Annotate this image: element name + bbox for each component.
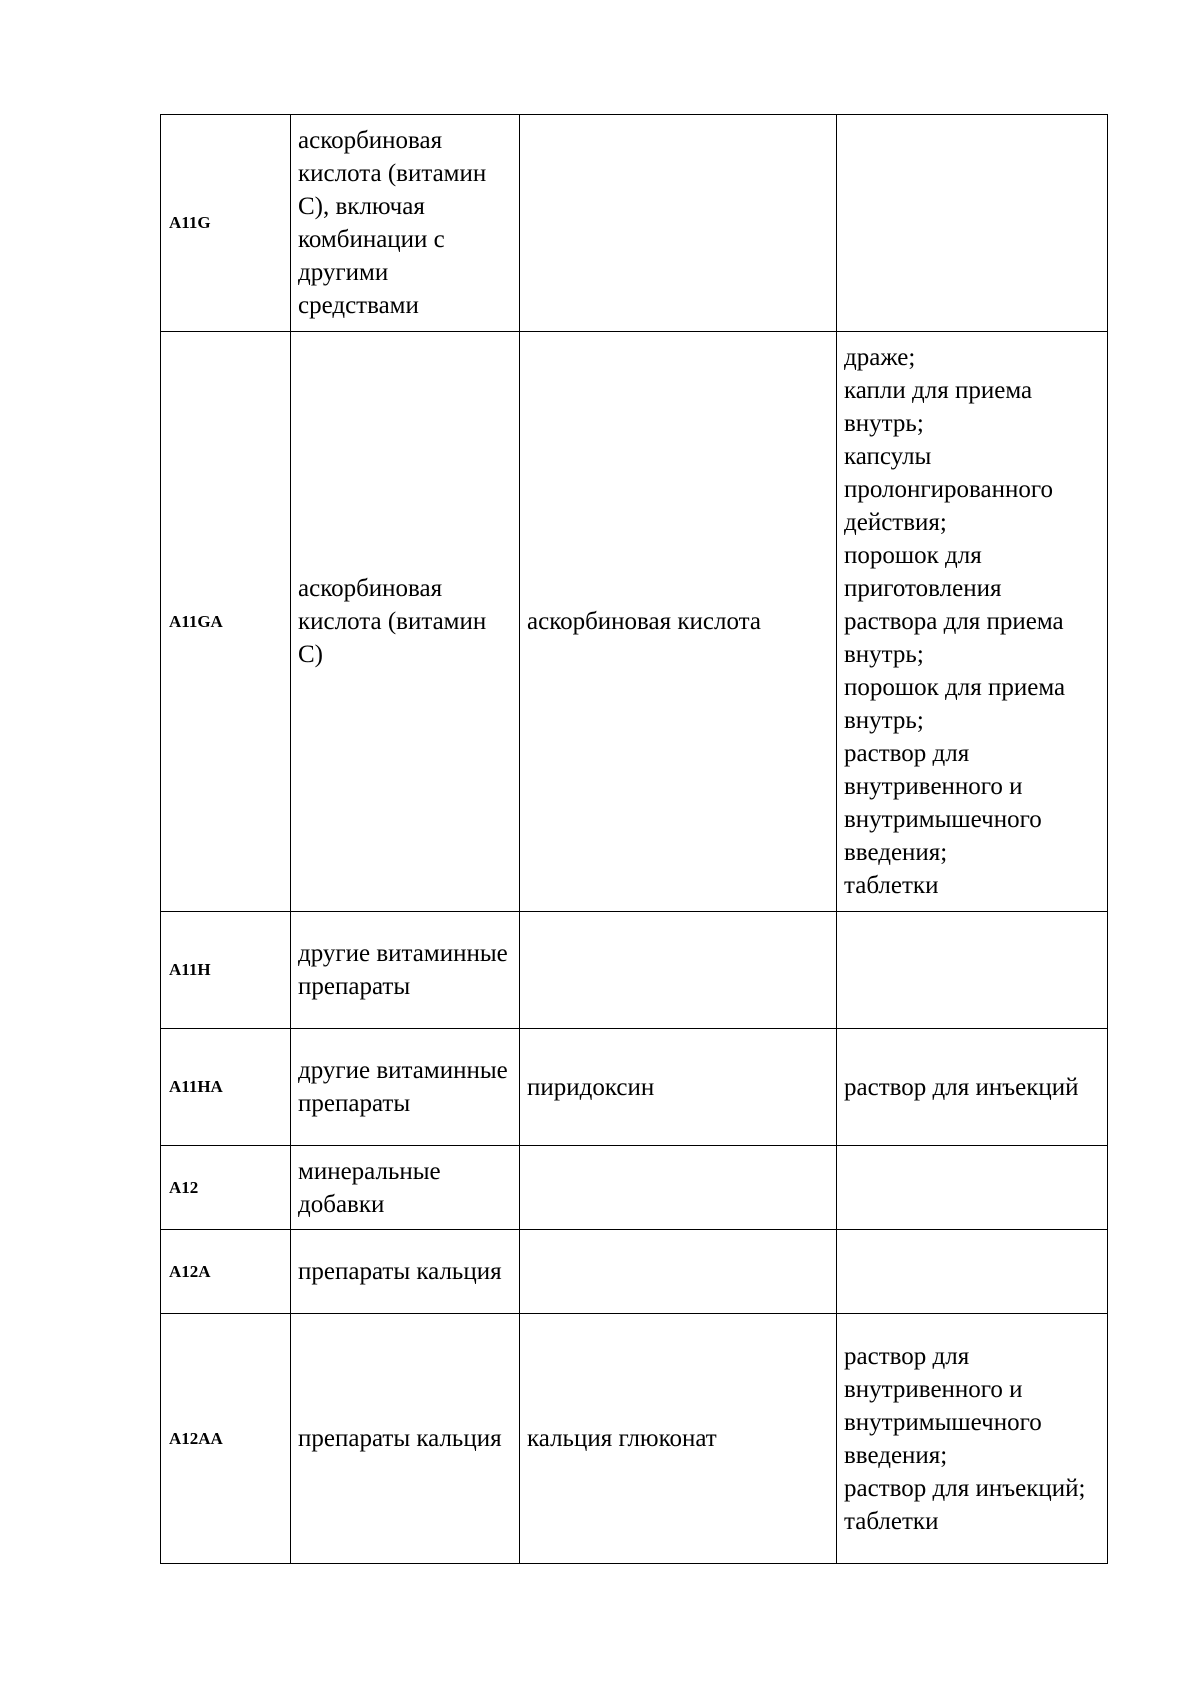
anatomic-group-cell: препараты кальция <box>291 1230 520 1314</box>
drug-table-body <box>161 115 1108 1564</box>
dosage-forms-cell <box>837 912 1108 1029</box>
anatomic-group-cell: минеральные добавки <box>291 1146 520 1230</box>
dosage-forms-cell: раствор для инъекций <box>837 1029 1108 1146</box>
atc-code-cell: A11H <box>161 912 291 1029</box>
atc-code-cell: A12A <box>161 1230 291 1314</box>
drug-name-cell <box>520 912 837 1029</box>
drug-name-cell: пиридоксин <box>520 1029 837 1146</box>
anatomic-group-cell: другие витаминные препараты <box>291 912 520 1029</box>
drug-name-cell <box>520 1230 837 1314</box>
drug-name-cell: аскорбиновая кислота <box>520 332 837 912</box>
table-row <box>161 1230 1108 1314</box>
table-row <box>161 912 1108 1029</box>
dosage-forms-cell: раствор для внутривенного и внутримышечного введения; раствор для инъекций; таблетки <box>837 1314 1108 1564</box>
atc-code-cell: A12 <box>161 1146 291 1230</box>
atc-code-cell: A11G <box>161 115 291 332</box>
table-row <box>161 332 1108 912</box>
dosage-forms-cell <box>837 115 1108 332</box>
atc-code-cell: A11HA <box>161 1029 291 1146</box>
dosage-forms-cell: драже; капли для приема внутрь; капсулы пролонгированного действия; порошок для приготовления раствора для приема внутрь; порошок для приема внутрь; раствор для внутривенного и внутримышечного введения; таблетки <box>837 332 1108 912</box>
atc-code-cell: A11GA <box>161 332 291 912</box>
table-row <box>161 1314 1108 1564</box>
atc-code-cell: A12AA <box>161 1314 291 1564</box>
anatomic-group-cell: препараты кальция <box>291 1314 520 1564</box>
table-row <box>161 1029 1108 1146</box>
anatomic-group-cell: аскорбиновая кислота (витамин С), включая комбинации с другими средствами <box>291 115 520 332</box>
drug-name-cell <box>520 115 837 332</box>
drug-table <box>160 114 1108 1564</box>
drug-name-cell <box>520 1146 837 1230</box>
anatomic-group-cell: другие витаминные препараты <box>291 1029 520 1146</box>
dosage-forms-cell <box>837 1230 1108 1314</box>
dosage-forms-cell <box>837 1146 1108 1230</box>
table-row <box>161 1146 1108 1230</box>
anatomic-group-cell: аскорбиновая кислота (витамин С) <box>291 332 520 912</box>
drug-name-cell: кальция глюконат <box>520 1314 837 1564</box>
table-row <box>161 115 1108 332</box>
